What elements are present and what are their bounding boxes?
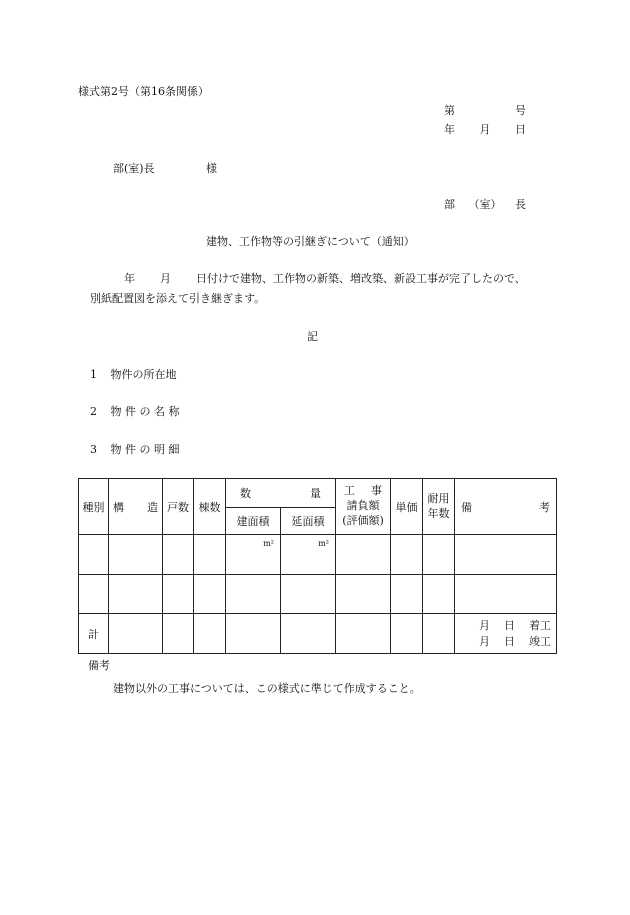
sender <box>444 199 526 210</box>
item-1 <box>90 369 177 380</box>
total-label: 計 <box>79 614 109 654</box>
cell-remarks[interactable] <box>455 535 557 575</box>
item-number: 1 <box>90 368 97 381</box>
header-type: 種別 <box>79 479 109 535</box>
item-number: 2 <box>90 405 97 418</box>
header-quantity: 数 量 <box>226 479 336 508</box>
table-header-row <box>79 479 557 508</box>
cell-service-life[interactable] <box>423 575 455 614</box>
cell-buildings[interactable] <box>194 535 226 575</box>
addressee-honorific: 様 <box>206 162 217 175</box>
cell-floor-area[interactable] <box>226 614 281 654</box>
cell-unit-price[interactable] <box>391 575 423 614</box>
cell-type[interactable] <box>79 575 109 614</box>
header-service-life: 耐用 年数 <box>423 479 455 535</box>
item-label: 物 件 の 名 称 <box>110 405 180 418</box>
cell-buildings[interactable] <box>194 614 226 654</box>
item-number: 3 <box>90 443 97 456</box>
header-contract-cost: 工 事 請負額 (評価額) <box>336 479 391 535</box>
start-date: 月 日 着工 <box>479 618 551 632</box>
sender-cho: 長 <box>515 198 526 211</box>
sender-bu: 部 <box>444 198 455 211</box>
unit-m2: m² <box>318 539 329 548</box>
cell-contract-cost[interactable] <box>336 535 391 575</box>
doc-number-suffix: 号 <box>515 104 526 117</box>
item-label: 物 件 の 明 細 <box>110 443 180 456</box>
completion-date: 月 日 竣工 <box>479 634 551 648</box>
table-row <box>79 575 557 614</box>
document-title: 建物、工作物等の引継ぎについて（通知） <box>206 235 415 248</box>
cell-total-floor-area[interactable] <box>281 535 336 575</box>
cell-service-life[interactable] <box>423 535 455 575</box>
construction-dates[interactable] <box>455 614 557 654</box>
header-buildings: 棟数 <box>194 479 226 535</box>
table-total-row <box>79 614 557 654</box>
body-month: 月 <box>160 272 171 285</box>
item-label: 物件の所在地 <box>110 368 177 381</box>
notes-heading: 備考 <box>88 659 110 672</box>
body-line-1: 日付けで建物、工作物の新築、増改築、新設工事が完了したので、 <box>196 272 526 285</box>
cell-unit-price[interactable] <box>391 535 423 575</box>
header-remarks: 備 考 <box>455 479 557 535</box>
sender-shitsu: （室） <box>468 198 502 211</box>
cell-contract-cost[interactable] <box>336 575 391 614</box>
cell-type[interactable] <box>79 535 109 575</box>
document-number <box>444 105 526 116</box>
item-3 <box>90 444 180 455</box>
document-date <box>444 124 526 135</box>
body-line-2: 別紙配置図を添えて引き継ぎます。 <box>90 292 266 305</box>
cell-floor-area[interactable] <box>226 575 281 614</box>
cell-remarks[interactable] <box>455 575 557 614</box>
cell-total-floor-area[interactable] <box>281 575 336 614</box>
cell-structure[interactable] <box>109 575 163 614</box>
detail-table <box>78 478 557 654</box>
cell-buildings[interactable] <box>194 575 226 614</box>
form-number: 様式第2号（第16条関係） <box>78 85 209 98</box>
cell-units[interactable] <box>163 614 194 654</box>
addressee-dept: 部(室)長 <box>113 162 155 175</box>
cell-floor-area[interactable] <box>226 535 281 575</box>
cell-units[interactable] <box>163 575 194 614</box>
cell-structure[interactable] <box>109 614 163 654</box>
doc-number-prefix: 第 <box>444 104 455 117</box>
cell-units[interactable] <box>163 535 194 575</box>
cell-total-floor-area[interactable] <box>281 614 336 654</box>
cell-structure[interactable] <box>109 535 163 575</box>
body-year: 年 <box>124 272 135 285</box>
unit-m2: m² <box>263 539 274 548</box>
date-day: 日 <box>515 123 526 136</box>
header-units: 戸数 <box>163 479 194 535</box>
item-2 <box>90 406 180 417</box>
notes-text: 建物以外の工事については、この様式に準じて作成すること。 <box>113 682 421 695</box>
date-year: 年 <box>444 123 455 136</box>
cell-contract-cost[interactable] <box>336 614 391 654</box>
table-row <box>79 535 557 575</box>
date-month: 月 <box>479 123 491 136</box>
ki-heading: 記 <box>307 330 318 343</box>
header-total-floor-area: 延面積 <box>281 508 336 535</box>
header-unit-price: 単価 <box>391 479 423 535</box>
cell-service-life[interactable] <box>423 614 455 654</box>
header-floor-area: 建面積 <box>226 508 281 535</box>
header-structure: 構 造 <box>109 479 163 535</box>
cell-unit-price[interactable] <box>391 614 423 654</box>
